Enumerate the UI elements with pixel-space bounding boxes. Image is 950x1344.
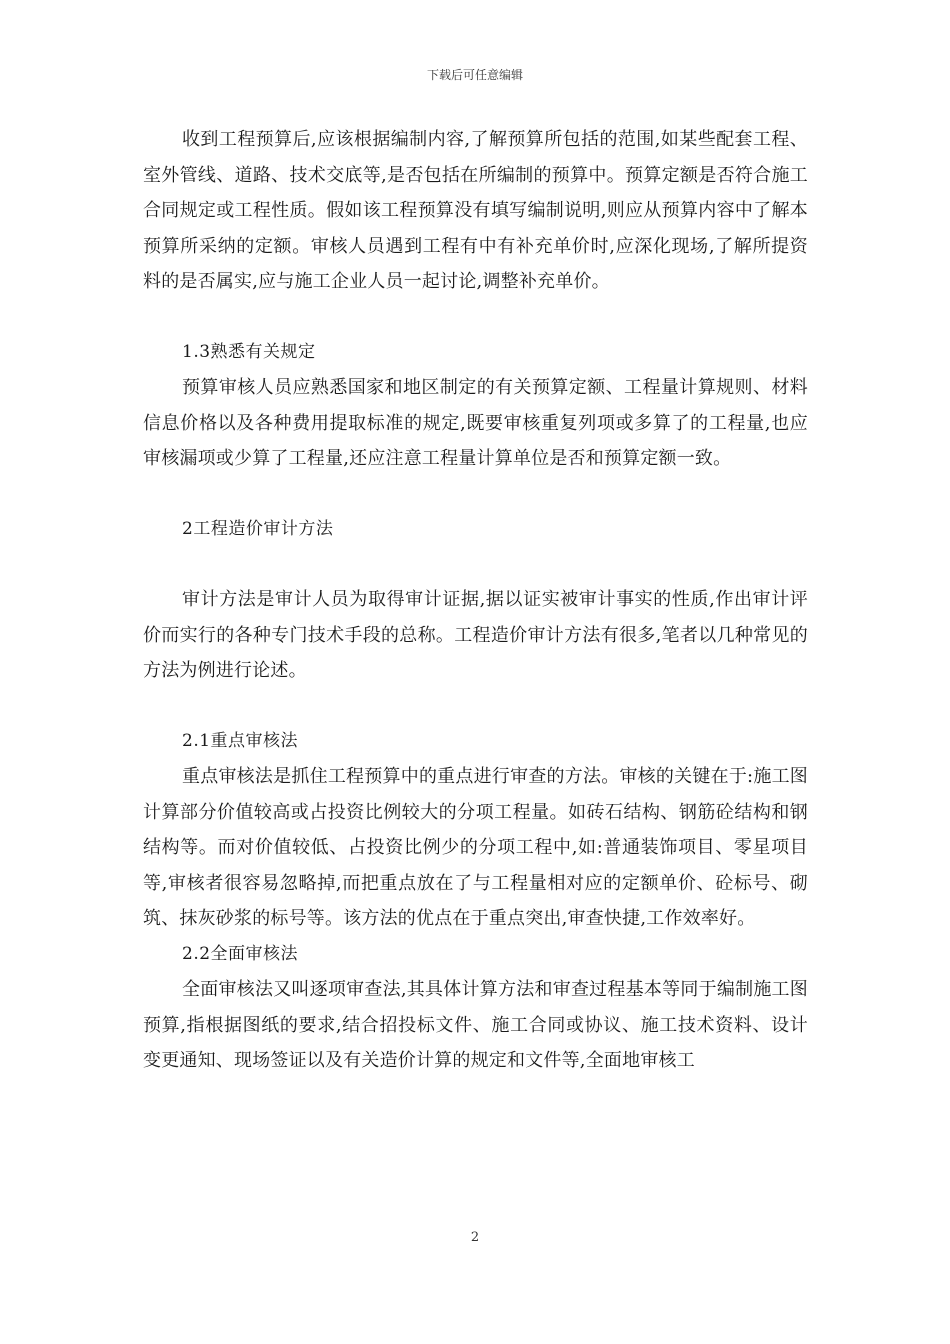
spacer [143,477,808,512]
heading-2-1: 2.1重点审核法 [182,730,299,751]
heading-2: 2工程造价审计方法 [182,518,334,539]
page-number: 2 [470,1230,480,1245]
paragraph-regulations: 预算审核人员应熟悉国家和地区制定的有关预算定额、工程量计算规则、材料信息价格以及各种费用提取标准的规定,既要审核重复列项或多算了的工程量,也应审核漏项或少算了工程量,还应注意工程量计算单位是否和预算定额一致。 [143,377,808,469]
paragraph-budget-scope: 收到工程预算后,应该根据编制内容,了解预算所包括的范围,如某些配套工程、室外管线、道路、技术交底等,是否包括在所编制的预算中。预算定额是否符合施工合同规定或工程性质。假如该工程预算没有填写编制说明,则应从预算内容中了解本预算所采纳的定额。审核人员遇到工程有中有补充单价时,应深化现场,了解所提资料的是否属实,应与施工企业人员一起讨论,调整补充单价。 [143,129,808,292]
paragraph-full-review: 全面审核法又叫逐项审查法,其具体计算方法和审查过程基本等同于编制施工图预算,指根据图纸的要求,结合招投标文件、施工合同或协议、施工技术资料、设计变更通知、现场签证以及有关造价计算的规定和文件等,全面地审核工 [143,979,808,1071]
heading-1-3: 1.3熟悉有关规定 [182,341,316,362]
document-body [143,122,808,1079]
paragraph-audit-methods: 审计方法是审计人员为取得审计证据,据以证实被审计事实的性质,作出审计评价而实行的各种专门技术手段的总称。工程造价审计方法有很多,笔者以几种常见的方法为例进行论述。 [143,589,808,681]
spacer [143,547,808,582]
paragraph-key-review: 重点审核法是抓住工程预算中的重点进行审查的方法。审核的关键在于:施工图计算部分价值较高或占投资比例较大的分项工程量。如砖石结构、钢筋砼结构和钢结构等。而对价值较低、占投资比例少的分项工程中,如:普通装饰项目、零星项目等,审核者很容易忽略掉,而把重点放在了与工程量相对应的定额单价、砼标号、砌筑、抹灰砂浆的标号等。该方法的优点在于重点突出,审查快捷,工作效率好。 [143,766,808,929]
heading-2-2: 2.2全面审核法 [182,943,299,964]
page-header: 下载后可任意编辑 [426,68,523,82]
spacer [143,300,808,335]
spacer [143,689,808,724]
